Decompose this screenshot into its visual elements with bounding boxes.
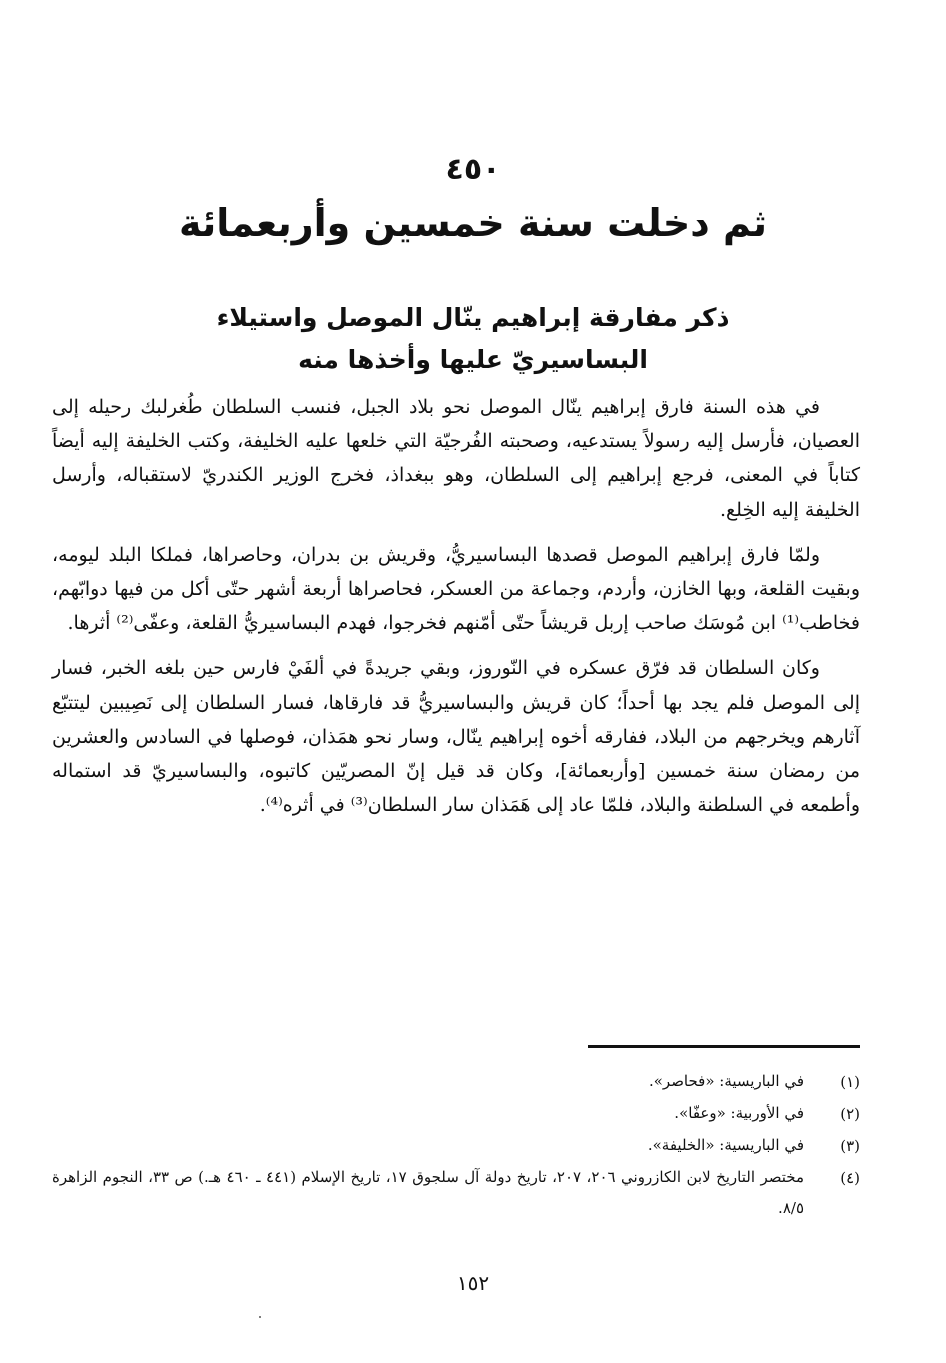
footnote-2	[52, 1098, 860, 1130]
footnote-text: في الأوربية: «وعفّا».	[674, 1104, 804, 1122]
footnote-number: (٣)	[840, 1137, 860, 1155]
paragraph-3: وكان السلطان قد فرّق عسكره في النّوروز، وبقي جريدةً في ألفَيْ فارس حين بلغه الخبر، فسار إلى الموصل فلم يجد بها أحداً؛ كان قريش والبساسيريُّ قد فارقاها، فسار السلطان إلى نَصِيبين ليتتبّع آثارهم ويخرجهم من البلاد، ففارقه أخوه إبراهيم ينّال، وسار نحو همَذان، فوصلها في السادس والعشرين من رمضان سنة خمسين [وأربعمائة]، وكان قد قيل إنّ المصريّين كاتبوه، والبساسيريّ قد استماله وأطمعه في السلطنة والبلاد، فلمّا عاد إلى هَمَذان سار السلطان⁽³⁾ في أثره⁽⁴⁾.	[52, 657, 860, 817]
footnote-separator	[588, 1045, 860, 1048]
scan-speck	[259, 1316, 261, 1318]
chapter-title: ثم دخلت سنة خمسين وأربعمائة	[178, 201, 768, 245]
footnote-3	[52, 1130, 860, 1162]
paragraph-1: في هذه السنة فارق إبراهيم ينّال الموصل نحو بلاد الجبل، فنسب السلطان طُغرلبك رحيله إلى العصيان، فأرسل إليه رسولاً يستدعيه، وصحبته الفُرجيّة التي خلعها عليه الخليفة، وكتب الخليفة إليه أيضاً كتاباً في المعنى، فرجع إبراهيم إلى السلطان، وهو ببغداذ، فخرج الوزير الكندريّ لاستقباله، وأرسل الخليفة إليه الخِلع.	[52, 396, 860, 521]
footnote-text: مختصر التاريخ لابن الكازروني ٢٠٦، ٢٠٧، تاريخ دولة آل سلجوق ١٧، تاريخ الإسلام (٤٤١ ـ ٤٦٠ هـ.) ص ٣٣، النجوم الزاهرة ٨/٥.	[52, 1168, 804, 1217]
footnote-4	[52, 1162, 860, 1224]
page-number: ١٥٢	[456, 1271, 490, 1295]
footnote-number: (١)	[840, 1073, 860, 1091]
footnote-number: (٤)	[840, 1169, 860, 1187]
body-text	[52, 390, 860, 833]
footnotes	[52, 1066, 860, 1224]
footnote-text: في الباريسية: «فحاصر».	[648, 1072, 804, 1090]
footnote-1	[52, 1066, 860, 1098]
footnote-number: (٢)	[840, 1105, 860, 1123]
year-heading: ٤٥٠	[445, 152, 501, 187]
footnote-text: في الباريسية: «الخليفة».	[647, 1136, 804, 1154]
section-title	[150, 297, 796, 381]
section-title-line-2: البساسيريّ عليها وأخذها منه	[298, 345, 648, 374]
section-title-line-1: ذكر مفارقة إبراهيم ينّال الموصل واستيلاء	[216, 303, 730, 332]
paragraph-2: ولمّا فارق إبراهيم الموصل قصدها البساسيريُّ، وقريش بن بدران، وحاصراها، فملكا البلد ليومه، وبقيت القلعة، وبها الخازن، وأردم، وجماعة من العسكر، فحاصراها أربعة أشهر حتّى أكل من فيها دوابّهم، فخاطب⁽¹⁾ ابن مُوسَك صاحب إربل قريشاً حتّى أمّنهم فخرجوا، فهدم البساسيريُّ القلعة، وعفّى⁽²⁾ أثرها.	[52, 543, 860, 635]
